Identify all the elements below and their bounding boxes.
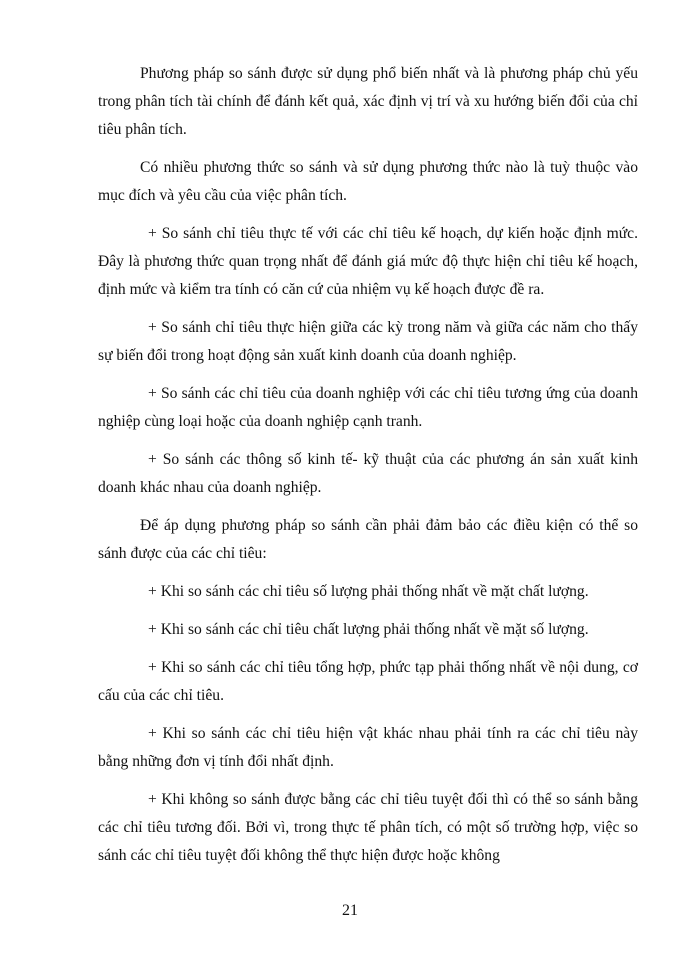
bullet-quality-indicators: + Khi so sánh các chỉ tiêu chất lượng phải thống nhất về mặt số lượng.: [148, 621, 589, 638]
bullet-composite-indicators: + Khi so sánh các chỉ tiêu tổng hợp, phức tạp phải thống nhất về nội dung, cơ cấu của các chỉ tiêu.: [98, 659, 638, 704]
paragraph-comparison-conditions: Để áp dụng phương pháp so sánh cần phải đảm bảo các điều kiện có thể so sánh được của các chỉ tiêu:: [98, 517, 638, 562]
bullet-physical-indicators: + Khi so sánh các chỉ tiêu hiện vật khác nhau phải tính ra các chỉ tiêu này bằng những đơn vị tính đổi nhất định.: [98, 725, 638, 770]
bullet-competitor-comparison: + So sánh các chỉ tiêu của doanh nghiệp với các chỉ tiêu tương ứng của doanh nghiệp cùng loại hoặc của doanh nghiệp cạnh tranh.: [98, 385, 638, 430]
document-body: [98, 60, 638, 880]
paragraph-comparison-method-intro: Phương pháp so sánh được sử dụng phổ biến nhất và là phương pháp chủ yếu trong phân tích tài chính để đánh kết quả, xác định vị trí và xu hướng biến đổi của chỉ tiêu phân tích.: [98, 65, 638, 138]
bullet-technical-parameters: + So sánh các thông số kinh tế- kỹ thuật của các phương án sản xuất kinh doanh khác nhau của doanh nghiệp.: [98, 451, 638, 496]
bullet-period-comparison: + So sánh chỉ tiêu thực hiện giữa các kỳ trong năm và giữa các năm cho thấy sự biến đổi trong hoạt động sản xuất kinh doanh của doanh nghiệp.: [98, 319, 638, 364]
bullet-quantity-indicators: + Khi so sánh các chỉ tiêu số lượng phải thống nhất về mặt chất lượng.: [148, 583, 589, 600]
page-number: 21: [342, 902, 358, 919]
bullet-actual-vs-plan: + So sánh chỉ tiêu thực tế với các chỉ tiêu kế hoạch, dự kiến hoặc định mức. Đây là phương thức quan trọng nhất để đánh giá mức độ thực hiện chỉ tiêu kế hoạch, định mức và kiểm tra tính có căn cứ của nhiệm vụ kế hoạch được đề ra.: [98, 225, 638, 298]
paragraph-comparison-modes: Có nhiều phương thức so sánh và sử dụng phương thức nào là tuỳ thuộc vào mục đích và yêu cầu của việc phân tích.: [98, 159, 638, 204]
bullet-relative-indicators: + Khi không so sánh được bằng các chỉ tiêu tuyệt đối thì có thể so sánh bằng các chỉ tiêu tương đối. Bởi vì, trong thực tế phân tích, có một số trường hợp, việc so sánh các chỉ tiêu tuyệt đối không thể thực hiện được hoặc không: [98, 791, 638, 864]
